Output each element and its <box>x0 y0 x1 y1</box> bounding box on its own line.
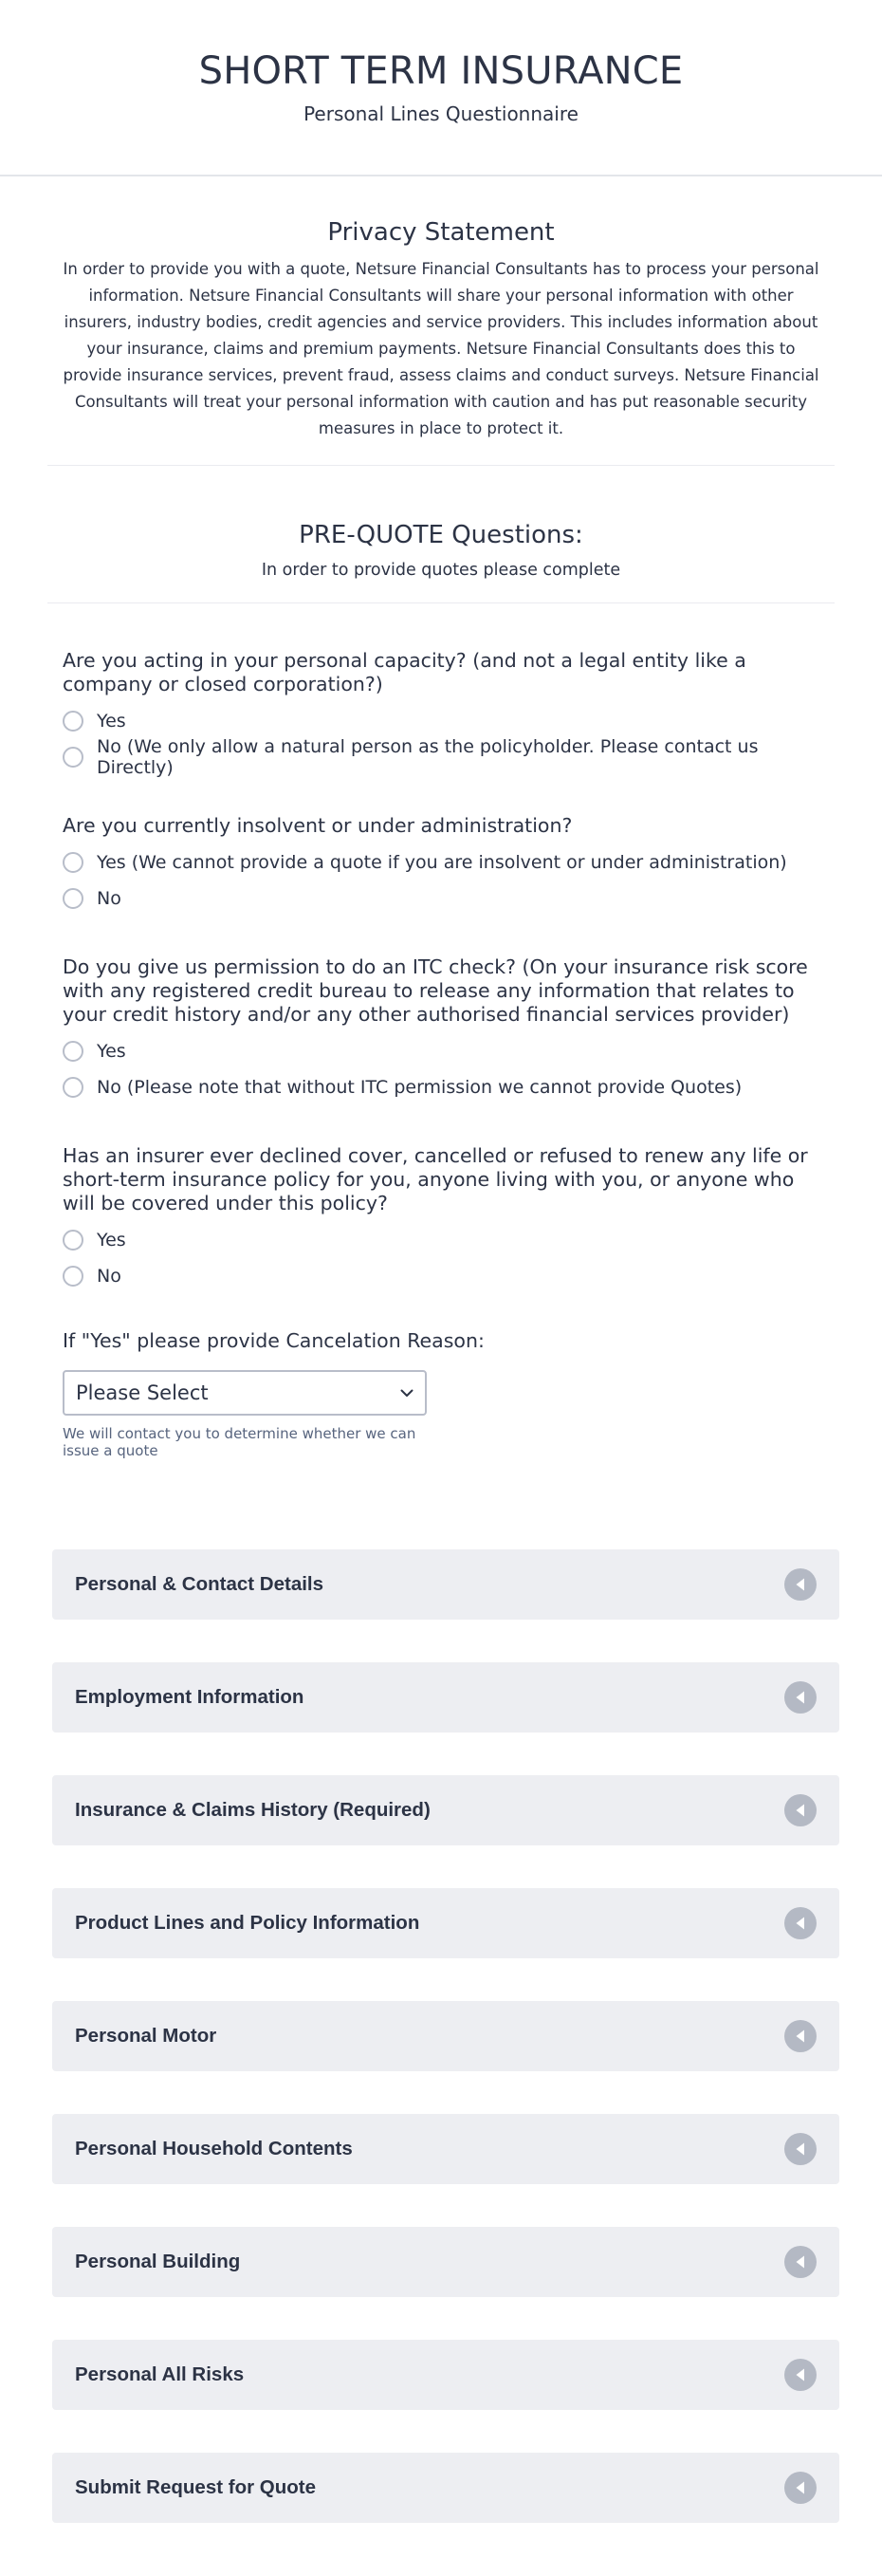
privacy-statement <box>47 176 835 466</box>
radio-option-label: Yes <box>97 1040 126 1062</box>
radio-option-label: No <box>97 1265 121 1287</box>
privacy-title: Privacy Statement <box>327 218 555 247</box>
section-employment-information[interactable] <box>52 1662 839 1733</box>
expand-arrow-icon[interactable] <box>784 2020 817 2052</box>
cancellation-reason-label: If "Yes" please provide Cancelation Reason: <box>63 1329 485 1352</box>
radio-option-label: Yes <box>97 1229 126 1251</box>
radio-option[interactable] <box>63 709 819 732</box>
radio-option-label: Yes <box>97 710 126 732</box>
section-title: Personal Household Contents <box>75 2138 353 2159</box>
radio-option[interactable] <box>63 1075 819 1099</box>
radio-option[interactable] <box>63 1039 819 1063</box>
prequote-heading <box>47 521 835 603</box>
section-title: Submit Request for Quote <box>75 2476 316 2498</box>
radio-option[interactable] <box>63 735 819 778</box>
radio-option[interactable] <box>63 886 819 910</box>
radio-button[interactable] <box>63 1077 83 1098</box>
section-personal-household-contents[interactable] <box>52 2114 839 2184</box>
radio-button[interactable] <box>63 747 83 768</box>
question-label: Are you currently insolvent or under administration? <box>63 814 573 837</box>
question-label: Has an insurer ever declined cover, cancelled or refused to renew any life or short-term insurance policy for you, anyone living with you, or anyone who will be covered under this policy? <box>63 1144 808 1214</box>
question-label: Do you give us permission to do an ITC check? (On your insurance risk score with any registered credit bureau to release any information that relates to your credit history and/or any other authorised financial services provider) <box>63 955 808 1026</box>
section-title: Employment Information <box>75 1686 304 1708</box>
prequote-questions <box>0 649 882 1459</box>
radio-option[interactable] <box>63 1228 819 1251</box>
expand-arrow-icon[interactable] <box>784 2472 817 2504</box>
question-declined-cover <box>63 1144 819 1288</box>
radio-button[interactable] <box>63 1230 83 1251</box>
prequote-subtitle: In order to provide quotes please complete <box>261 561 621 580</box>
cancellation-reason-field <box>63 1329 819 1459</box>
expand-arrow-icon[interactable] <box>784 2359 817 2391</box>
section-product-lines-policy-information[interactable] <box>52 1888 839 1958</box>
section-title: Personal All Risks <box>75 2363 245 2385</box>
section-title: Personal Motor <box>75 2025 217 2047</box>
expand-arrow-icon[interactable] <box>784 1794 817 1826</box>
radio-button[interactable] <box>63 852 83 873</box>
section-insurance-claims-history[interactable] <box>52 1775 839 1845</box>
chevron-down-icon <box>400 1389 413 1398</box>
section-submit-request-for-quote[interactable] <box>52 2453 839 2523</box>
cancellation-helper-text: We will contact you to determine whether we can issue a quote <box>63 1425 416 1459</box>
expand-arrow-icon[interactable] <box>784 2246 817 2278</box>
section-personal-building[interactable] <box>52 2227 839 2297</box>
section-title: Product Lines and Policy Information <box>75 1912 420 1934</box>
cancellation-reason-select[interactable] <box>63 1370 427 1416</box>
section-title: Insurance & Claims History (Required) <box>75 1799 431 1821</box>
form-subtitle: Personal Lines Questionnaire <box>303 102 579 125</box>
privacy-text: In order to provide you with a quote, Netsure Financial Consultants has to process your personal information. Netsure Financial Consultants will share your personal information with other insurers, industry bodies, credit agencies and service providers. This includes information about your insurance, claims and premium payments. Netsure Financial Consultants does this to provide insurance services, prevent fraud, assess claims and conduct surveys. Netsure Financial Consultants will treat your personal information with caution and has put reasonable security measures in place to protect it. <box>63 260 819 437</box>
radio-option[interactable] <box>63 850 819 874</box>
section-personal-all-risks[interactable] <box>52 2340 839 2410</box>
radio-button[interactable] <box>63 1266 83 1287</box>
form-title: SHORT TERM INSURANCE <box>198 49 684 93</box>
section-personal-contact-details[interactable] <box>52 1549 839 1620</box>
radio-option-label: No (Please note that without ITC permission we cannot provide Quotes) <box>97 1076 743 1098</box>
expand-arrow-icon[interactable] <box>784 1907 817 1939</box>
expand-arrow-icon[interactable] <box>784 2133 817 2165</box>
question-insolvent <box>63 814 819 910</box>
radio-option[interactable] <box>63 1264 819 1288</box>
radio-option-label: No (We only allow a natural person as the policyholder. Please contact us Directly) <box>97 735 759 778</box>
section-personal-motor[interactable] <box>52 2001 839 2071</box>
radio-button[interactable] <box>63 1041 83 1062</box>
expand-arrow-icon[interactable] <box>784 1568 817 1601</box>
question-label: Are you acting in your personal capacity? (and not a legal entity like a company or closed corporation?) <box>63 649 746 695</box>
radio-button[interactable] <box>63 711 83 732</box>
radio-option-label: Yes (We cannot provide a quote if you are insolvent or under administration) <box>97 851 787 873</box>
section-title: Personal & Contact Details <box>75 1573 324 1595</box>
question-personal-capacity <box>63 649 819 778</box>
select-value: Please Select <box>76 1381 209 1404</box>
form-sections <box>52 1549 839 2566</box>
radio-button[interactable] <box>63 888 83 909</box>
form-header <box>0 0 882 176</box>
radio-option-label: No <box>97 887 121 909</box>
prequote-title: PRE-QUOTE Questions: <box>299 521 583 549</box>
expand-arrow-icon[interactable] <box>784 1681 817 1714</box>
question-itc-check <box>63 955 819 1099</box>
section-title: Personal Building <box>75 2251 241 2272</box>
